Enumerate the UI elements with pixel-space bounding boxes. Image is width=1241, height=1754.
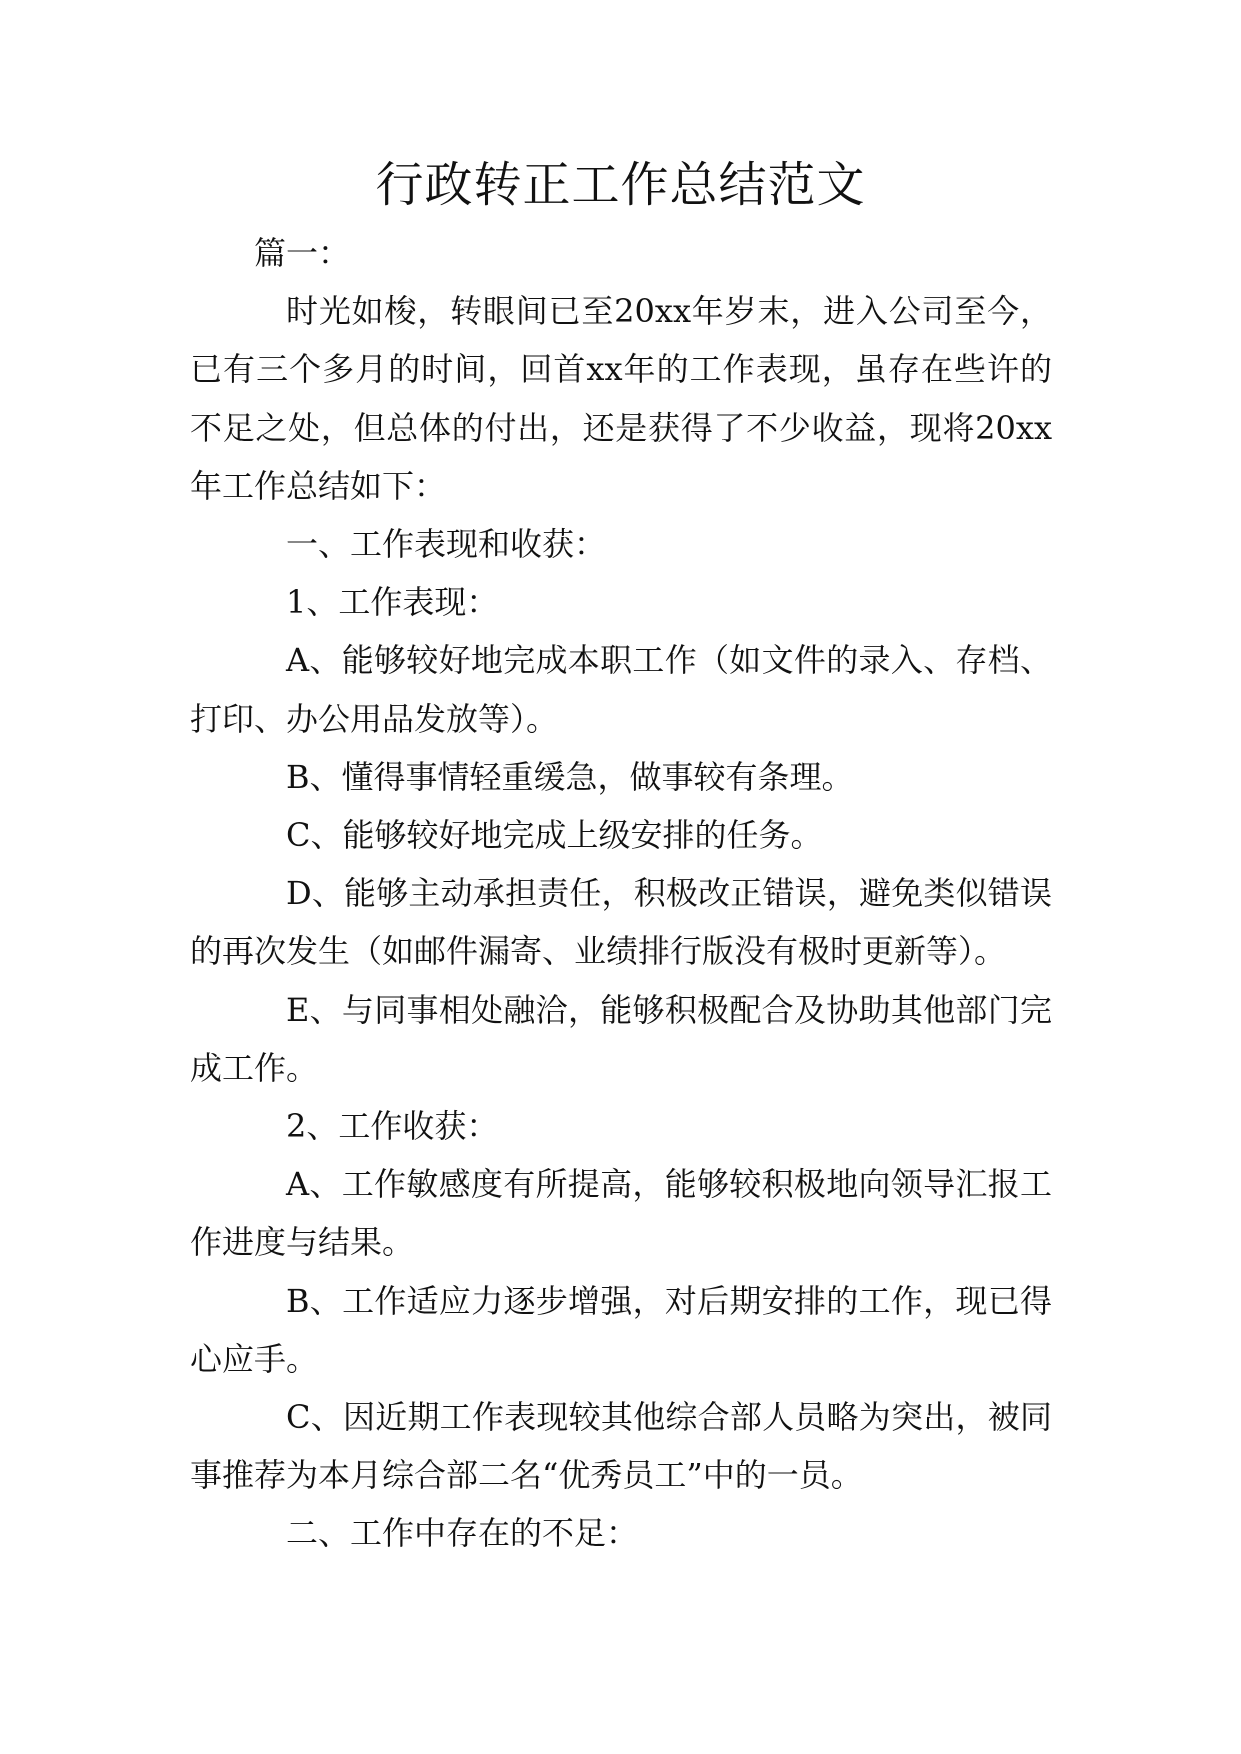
list-item-performance-c: C、能够较好地完成上级安排的任务。 <box>286 816 823 855</box>
list-item-gains-c: C、因近期工作表现较其他综合部人员略为突出，被同事推荐为本月综合部二名“优秀员工”中的一员。 <box>190 1398 1052 1495</box>
list-item-gains-a: A、工作敏感度有所提高，能够较积极地向领导汇报工作进度与结果。 <box>190 1165 1052 1262</box>
list-item-performance-a: A、能够较好地完成本职工作（如文件的录入、存档、打印、办公用品发放等）。 <box>190 641 1052 738</box>
document-body <box>190 224 1052 1563</box>
heading-work-performance: 1、工作表现： <box>286 583 499 622</box>
heading-shortcomings: 二、工作中存在的不足： <box>286 1514 639 1553</box>
list-item-gains-b: B、工作适应力逐步增强，对后期安排的工作，现已得心应手。 <box>190 1281 1052 1378</box>
section-label: 篇一： <box>254 234 351 272</box>
heading-performance-and-gains: 一、工作表现和收获： <box>286 525 607 564</box>
list-item-performance-d: D、能够主动承担责任，积极改正错误，避免类似错误的再次发生（如邮件漏寄、业绩排行版没有极时更新等）。 <box>190 874 1052 971</box>
paragraph-intro: 时光如梭，转眼间已至20xx年岁末，进入公司至今，已有三个多月的时间，回首xx年的工作表现，虽存在些许的不足之处，但总体的付出，还是获得了不少收益，现将20xx年工作总结如下： <box>190 292 1052 505</box>
list-item-performance-e: E、与同事相处融洽，能够积极配合及协助其他部门完成工作。 <box>190 990 1052 1087</box>
list-item-performance-b: B、懂得事情轻重缓急，做事较有条理。 <box>286 757 854 796</box>
heading-work-gains: 2、工作收获： <box>286 1107 499 1146</box>
document-title: 行政转正工作总结范文 <box>375 157 866 213</box>
